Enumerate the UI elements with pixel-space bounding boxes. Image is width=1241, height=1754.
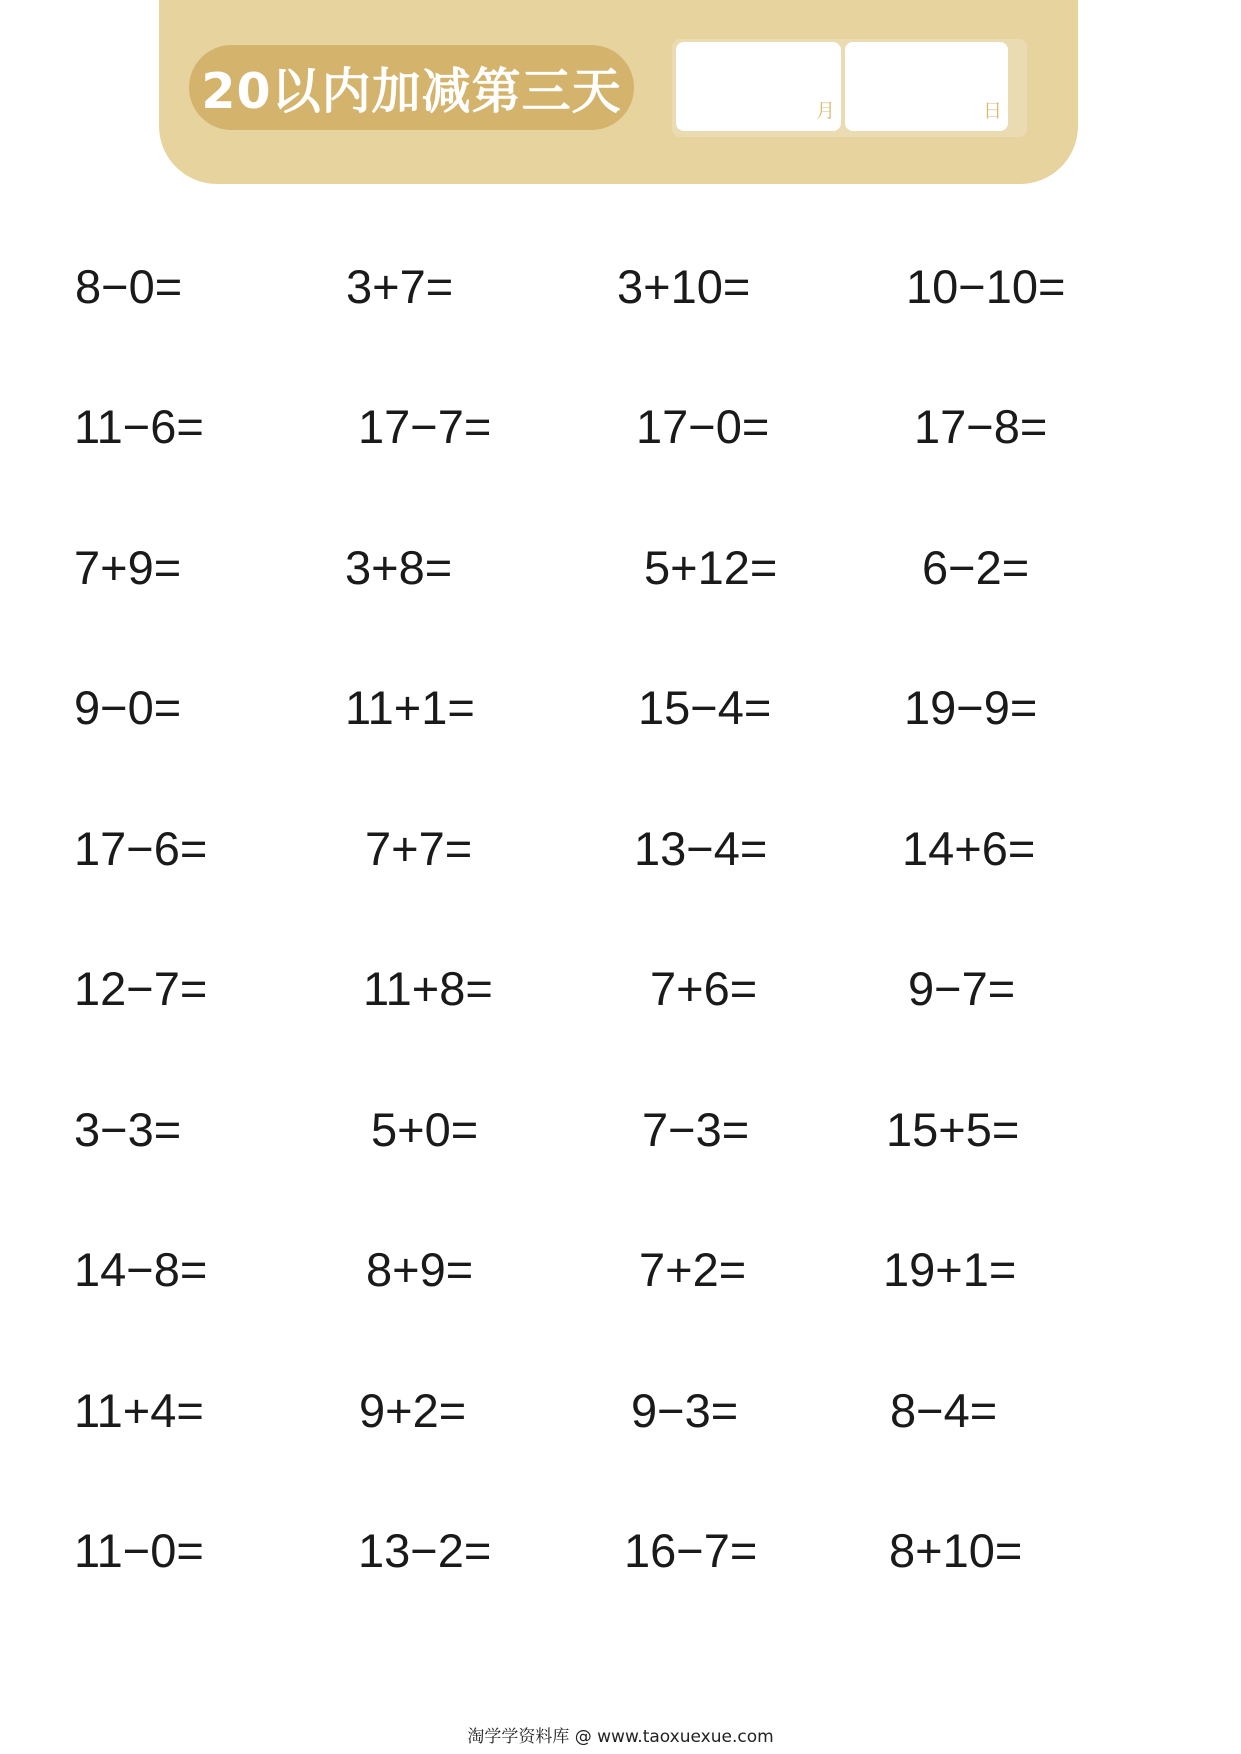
problem-item: 7+7=	[365, 822, 473, 875]
problem-item: 17−7=	[358, 400, 492, 453]
problem-item: 3+10=	[617, 260, 751, 313]
problem-item: 8+9=	[366, 1243, 474, 1296]
problem-item: 12−7=	[74, 962, 208, 1015]
problem-item: 8−0=	[75, 260, 183, 313]
problem-item: 13−2=	[358, 1524, 492, 1577]
problem-item: 5+12=	[644, 541, 778, 594]
problem-item: 19+1=	[883, 1243, 1017, 1296]
problem-item: 14+6=	[902, 822, 1036, 875]
problem-item: 17−8=	[914, 400, 1048, 453]
problem-item: 17−0=	[636, 400, 770, 453]
problem-item: 3+7=	[346, 260, 454, 313]
problem-item: 14−8=	[74, 1243, 208, 1296]
problem-item: 19−9=	[904, 681, 1038, 734]
problem-item: 11+8=	[363, 962, 493, 1015]
day-label: 日	[982, 100, 1002, 122]
problem-item: 8−4=	[890, 1384, 998, 1437]
problem-item: 5+0=	[371, 1103, 479, 1156]
problem-item: 3+8=	[345, 541, 453, 594]
problem-item: 11−0=	[74, 1524, 204, 1577]
problem-item: 15−4=	[638, 681, 772, 734]
problem-item: 7−3=	[642, 1103, 750, 1156]
problem-item: 11−6=	[74, 400, 204, 453]
title-badge	[189, 45, 634, 130]
day-field[interactable]	[845, 42, 1008, 131]
problem-item: 6−2=	[922, 541, 1030, 594]
problem-item: 8+10=	[889, 1524, 1023, 1577]
problem-item: 10−10=	[906, 260, 1066, 313]
problem-item: 9−7=	[908, 962, 1016, 1015]
problem-item: 7+9=	[74, 541, 182, 594]
problem-item: 15+5=	[886, 1103, 1020, 1156]
worksheet-title: 20以内加减第三天	[201, 62, 622, 120]
problem-item: 16−7=	[624, 1524, 758, 1577]
problem-item: 13−4=	[634, 822, 768, 875]
date-fields	[672, 39, 1027, 137]
problem-item: 17−6=	[74, 822, 208, 875]
problem-item: 9+2=	[359, 1384, 467, 1437]
problem-item: 7+6=	[650, 962, 758, 1015]
problem-item: 9−0=	[74, 681, 182, 734]
problem-item: 7+2=	[639, 1243, 747, 1296]
problem-item: 11+4=	[74, 1384, 204, 1437]
header-panel	[159, 0, 1078, 184]
problem-item: 3−3=	[74, 1103, 182, 1156]
problem-item: 9−3=	[631, 1384, 739, 1437]
footer-watermark: 淘学学资料库 @ www.taoxuexue.com	[467, 1727, 774, 1747]
month-label: 月	[815, 100, 835, 122]
month-field[interactable]	[676, 42, 841, 131]
problem-item: 11+1=	[345, 681, 475, 734]
